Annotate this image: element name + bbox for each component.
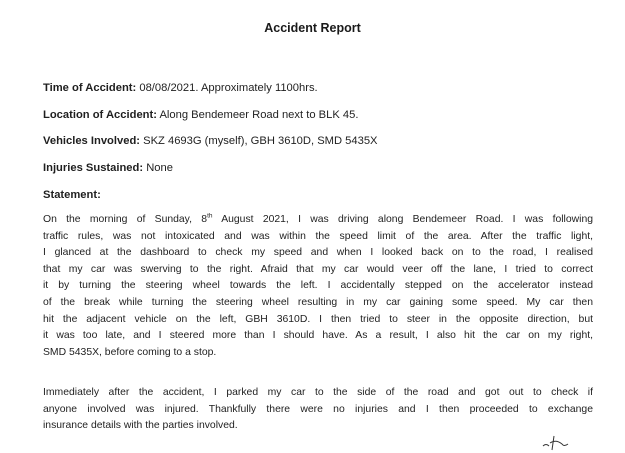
statement-line-1-post: August 2021, I was driving along Bendemeer Road. I was following [212, 214, 593, 225]
statement-line: that my car was swerving to the right. Afraid that my car would veer off the lane, I tried to correct [43, 263, 593, 275]
injuries-value: None [143, 162, 173, 174]
statement-heading: Statement: [43, 189, 101, 201]
injuries-sustained-field [43, 162, 173, 174]
vehicles-value: SKZ 4693G (myself), GBH 3610D, SMD 5435X [140, 135, 378, 147]
statement-line: SMD 5435X, before coming to a stop. [43, 346, 217, 358]
statement-line: hit the adjacent vehicle on the left, GBH 3610D. I then tried to steer in the opposite direction, but [43, 313, 593, 325]
statement-line: of the break while turning the steering wheel resulting in my car gaining some speed. My car then [43, 296, 593, 308]
time-label: Time of Accident: [43, 82, 137, 94]
ordinal-suffix: th [207, 212, 213, 220]
injuries-label: Injuries Sustained: [43, 162, 144, 174]
signature-mark [540, 432, 580, 452]
time-of-accident-field [43, 82, 318, 94]
statement-line: insurance details with the parties involved. [43, 420, 238, 432]
statement-line-1-pre: On the morning of Sunday, 8 [43, 214, 208, 225]
statement-line [43, 212, 593, 229]
time-value: 08/08/2021. Approximately 1100hrs. [136, 82, 318, 94]
location-value: Along Bendemeer Road next to BLK 45. [156, 109, 359, 121]
statement-paragraph-2 [43, 385, 593, 435]
vehicles-label: Vehicles Involved: [43, 135, 140, 147]
statement-line: I glanced at the dashboard to check my speed and when I looked back on to the road, I realised [43, 247, 593, 259]
location-label: Location of Accident: [43, 109, 157, 121]
statement-line: it by turning the steering wheel towards the left. I accidentally stepped on the accelerator instead [43, 280, 593, 292]
statement-line: traffic rules, was not intoxicated and was within the speed limit of the area. After the traffic light, [43, 230, 593, 242]
page-title: Accident Report [264, 21, 361, 35]
vehicles-involved-field [43, 135, 378, 147]
statement-line: anyone involved was injured. Thankfully there were no injuries and I then proceeded to exchange [43, 403, 593, 415]
statement-line: it was too late, and I steered more than I should have. As a result, I also hit the car on my right, [43, 330, 593, 342]
statement-paragraph-1 [43, 212, 593, 361]
location-of-accident-field [43, 109, 358, 121]
statement-line: Immediately after the accident, I parked my car to the side of the road and got out to check if [43, 387, 593, 398]
